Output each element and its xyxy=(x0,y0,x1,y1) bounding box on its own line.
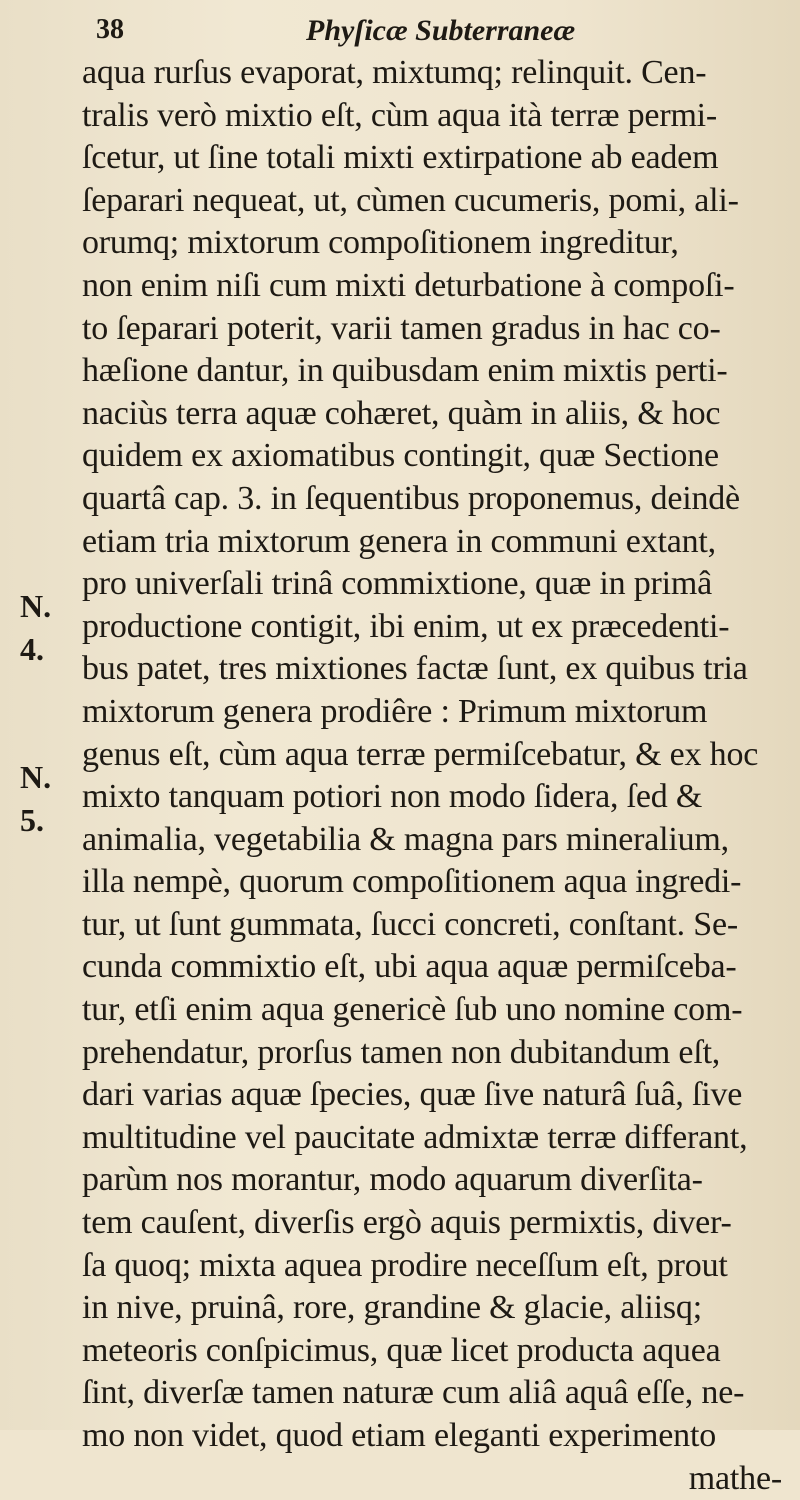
text-line: meteoris conſpicimus, quæ licet producta aquea xyxy=(82,1331,721,1369)
text-line: prehendatur, prorſus tamen non dubitandum eſt, xyxy=(82,1033,721,1071)
text-line: tur, etſi enim aqua genericè ſub uno nomine com- xyxy=(82,991,743,1029)
text-line: productione contigit, ibi enim, ut ex præcedenti- xyxy=(82,607,730,645)
text-line: dari varias aquæ ſpecies, quæ ſive naturâ ſuâ, ſive xyxy=(82,1076,743,1114)
text-line: aqua rurſus evaporat, mixtumq; relinquit. Cen- xyxy=(82,54,707,91)
text-line: naciùs terra aquæ cohæret, quàm in aliis, & hoc xyxy=(82,394,721,432)
marginal-note: N. xyxy=(20,759,52,795)
text-line: etiam tria mixtorum genera in communi extant, xyxy=(82,522,716,560)
text-line: ſint, diverſæ tamen naturæ cum aliâ aquâ eſſe, ne- xyxy=(82,1374,745,1412)
catchword: mathe- xyxy=(688,1459,782,1497)
text-line: multitudine vel paucitate admixtæ terræ differant, xyxy=(82,1118,748,1156)
marginal-note: 4. xyxy=(20,631,44,667)
text-line: ſcetur, ut ſine totali mixti extirpatione ab eadem xyxy=(82,139,719,177)
text-line: parùm nos morantur, modo aquarum diverſita- xyxy=(82,1161,703,1199)
text-line: mixtorum genera prodiêre : Primum mixtorum xyxy=(82,692,708,730)
marginal-note: 5. xyxy=(20,802,44,838)
text-line: cunda commixtio eſt, ubi aqua aquæ permiſceba- xyxy=(82,948,737,986)
running-head: Phyſicæ Subterraneæ xyxy=(306,14,576,47)
text-line: quartâ cap. 3. in ſequentibus proponemus, deindè xyxy=(82,479,740,517)
text-line: mixto tanquam potiori non modo ſidera, ſed & xyxy=(82,778,703,816)
text-line: in nive, pruinâ, rore, grandine & glacie, aliisq; xyxy=(82,1289,702,1327)
text-line: mo non videt, quod etiam eleganti experimento xyxy=(82,1417,716,1454)
text-line: animalia, vegetabilia & magna pars mineralium, xyxy=(82,820,729,858)
text-line: pro univerſali trinâ commixtione, quæ in primâ xyxy=(82,565,713,603)
text-line: tur, ut ſunt gummata, ſucci concreti, conſtant. Se- xyxy=(82,905,738,943)
body-text xyxy=(82,52,782,1500)
text-line: tralis verò mixtio eſt, cùm aqua ità terræ permi- xyxy=(82,96,718,134)
text-line: quidem ex axiomatibus contingit, quæ Sectione xyxy=(82,437,719,475)
text-line: ſa quoq; mixta aquea prodire neceſſum eſt, prout xyxy=(82,1246,728,1284)
text-line: illa nempè, quorum compoſitionem aqua ingredi- xyxy=(82,863,742,901)
page-number: 38 xyxy=(96,14,124,45)
marginal-note: N. xyxy=(20,588,52,624)
text-line: non enim niſi cum mixti deturbatione à compoſi- xyxy=(82,266,735,304)
text-line: ſeparari nequeat, ut, cùmen cucumeris, pomi, ali- xyxy=(82,181,739,219)
text-line: tem cauſent, diverſis ergò aquis permixtis, diver- xyxy=(82,1204,732,1242)
text-line: hæſione dantur, in quibusdam enim mixtis perti- xyxy=(82,352,728,390)
text-line: genus eſt, cùm aqua terræ permiſcebatur, & ex hoc xyxy=(82,735,759,773)
text-line: orumq; mixtorum compoſitionem ingreditur, xyxy=(82,224,679,262)
text-line: bus patet, tres mixtiones factæ ſunt, ex quibus tria xyxy=(82,650,748,688)
text-line: to ſeparari poterit, varii tamen gradus in hac co- xyxy=(82,309,721,347)
